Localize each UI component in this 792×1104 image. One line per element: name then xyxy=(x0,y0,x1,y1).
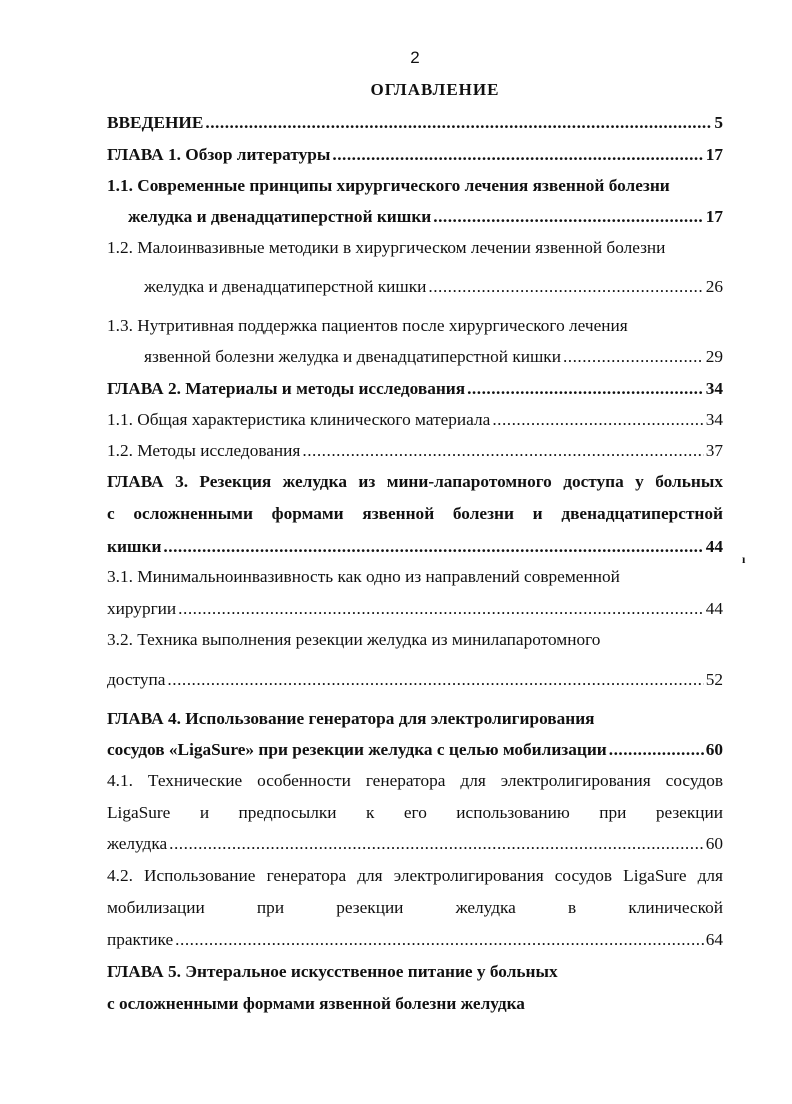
toc-entry-4-1-line-3 xyxy=(107,834,723,854)
leader-dots xyxy=(205,113,712,133)
toc-entry-chapter-4-line-1: ГЛАВА 4. Использование генератора для электролигирования xyxy=(107,709,595,728)
toc-entry-text: хирургии xyxy=(107,599,177,618)
toc-entry-intro xyxy=(107,113,723,133)
toc-entry-3-1-line-2 xyxy=(107,599,723,619)
leader-dots xyxy=(492,410,703,430)
leader-dots xyxy=(302,441,703,461)
toc-entry-text: ГЛАВА 2. Материалы и методы исследования xyxy=(107,379,466,398)
toc-entry-4-2-line-1: 4.2. Использование генератора для электролигирования сосудов LigaSure для xyxy=(107,866,723,885)
toc-entry-chapter-5-line-1: ГЛАВА 5. Энтеральное искусственное питание у больных xyxy=(107,962,558,981)
toc-entry-chapter-3-line-1: ГЛАВА 3. Резекция желудка из мини-лапаротомного доступа у больных xyxy=(107,472,723,491)
toc-entry-page: 44 xyxy=(705,537,723,556)
leader-dots xyxy=(433,207,703,227)
page-number: 2 xyxy=(410,48,420,67)
toc-entry-1-3-line-2 xyxy=(144,347,723,367)
toc-entry-page: 17 xyxy=(705,207,723,226)
toc-entry-text: 1.1. Общая характеристика клинического материала xyxy=(107,410,491,429)
toc-entry-4-2-line-3 xyxy=(107,930,723,950)
toc-entry-page: 34 xyxy=(705,410,723,429)
leader-dots xyxy=(175,930,704,950)
toc-entry-chapter-2 xyxy=(107,379,723,399)
toc-entry-text: сосудов «LigaSure» при резекции желудка с целью мобилизации xyxy=(107,740,607,759)
toc-entry-3-2-line-2 xyxy=(107,670,723,690)
toc-entry-text: доступа xyxy=(107,670,166,689)
toc-entry-1-3-line-1: 1.3. Нутритивная поддержка пациентов после хирургического лечения xyxy=(107,316,628,335)
toc-entry-page: 37 xyxy=(705,441,723,460)
leader-dots xyxy=(428,277,703,297)
toc-entry-3-2-line-1: 3.2. Техника выполнения резекции желудка из минилапаротомного xyxy=(107,630,601,649)
toc-entry-2-1 xyxy=(107,410,723,430)
toc-entry-page: 5 xyxy=(714,113,723,132)
toc-entry-text: желудка xyxy=(107,834,168,853)
toc-entry-1-2-line-1: 1.2. Малоинвазивные методики в хирургическом лечении язвенной болезни xyxy=(107,238,666,257)
toc-entry-text: язвенной болезни желудка и двенадцатиперстной кишки xyxy=(144,347,561,366)
toc-entry-page: 52 xyxy=(705,670,723,689)
toc-entry-3-1-line-1: 3.1. Минимальноинвазивность как одно из направлений современной xyxy=(107,567,620,586)
toc-entry-text: кишки xyxy=(107,537,162,556)
leader-dots xyxy=(563,347,704,367)
toc-entry-text: желудка и двенадцатиперстной кишки xyxy=(144,277,427,296)
toc-entry-4-1-line-1: 4.1. Технические особенности генератора для электролигирования сосудов xyxy=(107,771,723,790)
toc-entry-text: ГЛАВА 1. Обзор литературы xyxy=(107,145,331,164)
toc-entry-text: 1.2. Методы исследования xyxy=(107,441,301,460)
toc-entry-page: 17 xyxy=(705,145,723,164)
toc-entry-1-2-line-2 xyxy=(144,277,723,297)
toc-entry-page: 34 xyxy=(705,379,723,398)
leader-dots xyxy=(167,670,703,690)
leader-dots xyxy=(178,599,704,619)
toc-entry-page: 44 xyxy=(705,599,723,618)
toc-entry-text: практике xyxy=(107,930,174,949)
leader-dots xyxy=(332,145,703,165)
toc-entry-chapter-5-line-2: с осложненными формами язвенной болезни желудка xyxy=(107,994,525,1013)
toc-entry-page: 26 xyxy=(705,277,723,296)
leader-dots xyxy=(609,740,704,760)
toc-entry-1-1-line-1: 1.1. Современные принципы хирургического лечения язвенной болезни xyxy=(107,176,670,195)
toc-entry-chapter-3-line-2: с осложненными формами язвенной болезни и двенадцатиперстной xyxy=(107,504,723,523)
leader-dots xyxy=(169,834,704,854)
toc-entry-2-2 xyxy=(107,441,723,461)
toc-entry-page: 64 xyxy=(705,930,723,949)
toc-entry-chapter-1 xyxy=(107,145,723,165)
toc-entry-text: ВВЕДЕНИЕ xyxy=(107,113,204,132)
toc-entry-chapter-4-line-2 xyxy=(107,740,723,760)
leader-dots xyxy=(467,379,704,399)
toc-entry-chapter-3-line-3 xyxy=(107,537,723,557)
toc-entry-page: 60 xyxy=(705,834,723,853)
toc-entry-4-2-line-2: мобилизации при резекции желудка в клинической xyxy=(107,898,723,917)
leader-dots xyxy=(163,537,703,557)
toc-entry-1-1-line-2 xyxy=(128,207,723,227)
toc-entry-text: желудка и двенадцатиперстной кишки xyxy=(128,207,432,226)
toc-entry-page: 29 xyxy=(705,347,723,366)
toc-entry-page: 60 xyxy=(705,740,723,759)
toc-entry-4-1-line-2: LigaSure и предпосылки к его использованию при резекции xyxy=(107,803,723,822)
stray-mark: ı xyxy=(742,552,746,566)
toc-title: ОГЛАВЛЕНИЕ xyxy=(370,80,500,99)
